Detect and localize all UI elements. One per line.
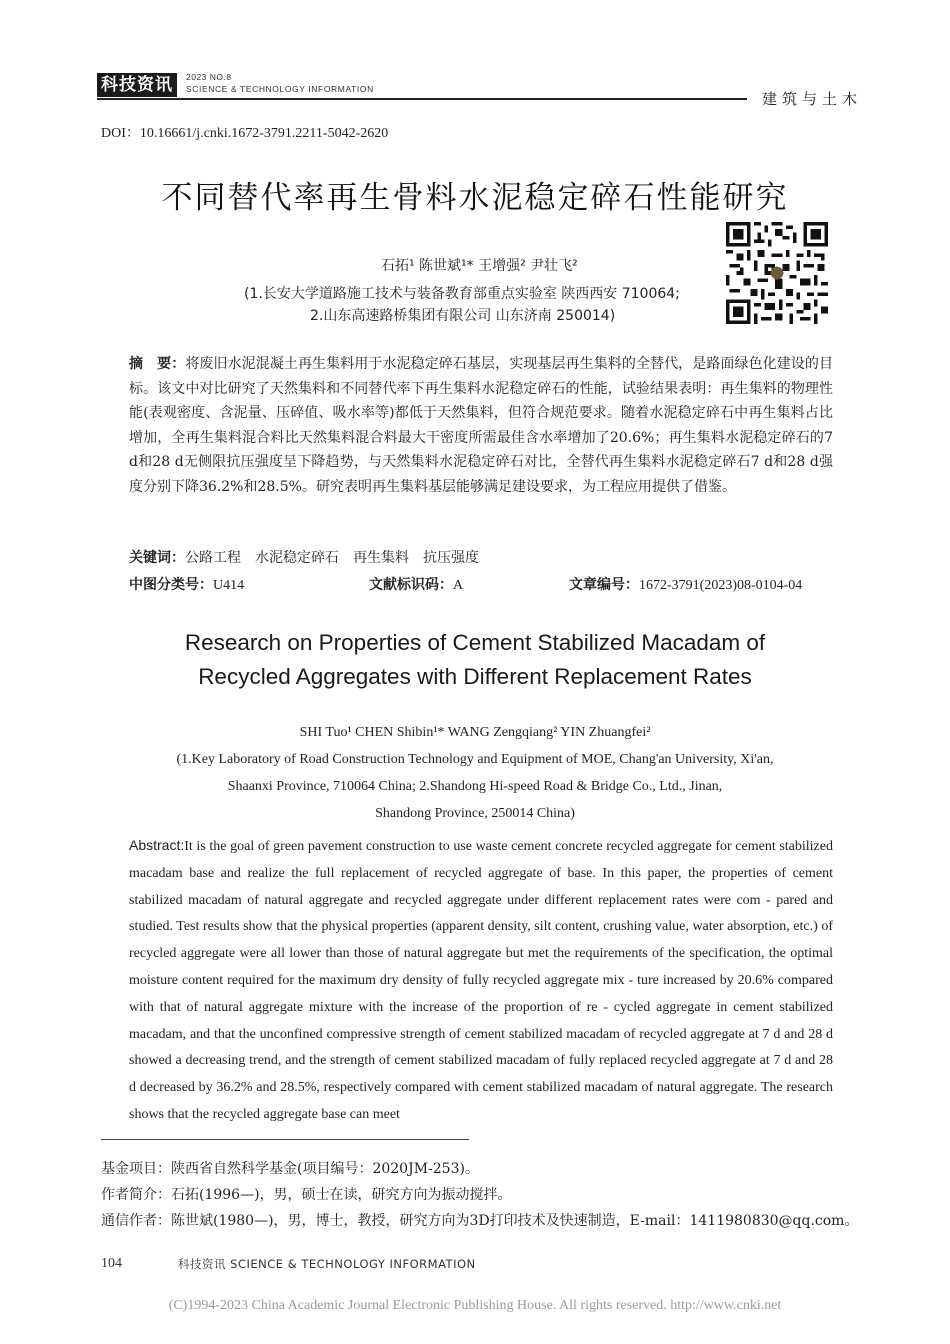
page-number: 104 — [101, 1256, 122, 1271]
classification-row — [129, 574, 829, 596]
paper-title-cn: 不同替代率再生骨料水泥稳定碎石性能研究 — [161, 180, 789, 216]
doi: DOI：10.16661/j.cnki.1672-3791.2211-5042-2620 — [101, 126, 389, 141]
header-rule — [97, 98, 747, 100]
affiliation-en-line: Shaanxi Province, 710064 China; 2.Shandong Hi-speed Road & Bridge Co., Ltd., Jinan, — [227, 779, 723, 794]
abstract-cn-text: 将废旧水泥混凝土再生集料用于水泥稳定碎石基层，实现基层再生集料的全替代，是路面绿色化建设的目标。该文中对比研究了天然集料和不同替代率下再生集料水泥稳定碎石的性能，试验结果表明：再生集料的物理性能(表观密度、含泥量、压碎值、吸水率等)都低于天然集料，但符合规范要求。随着水泥稳定碎石中再生集料占比增加，全再生集料混合料比天然集料混合料最大干密度所需最佳含水率增加了20.6%；再生集料水泥稳定碎石的7 d和28 d无侧限抗压强度呈下降趋势，与天然集料水泥稳定碎石对比，全替代再生集料水泥稳定碎石7 d和28 d强度分别下降36.2%和28.5%。研究表明再生集料基层能够满足建设要求，为工程应用提供了借鉴。 — [129, 356, 833, 495]
footnote-author-bio: 作者简介：石拓(1996—)，男，硕士在读，研究方向为振动搅拌。 — [101, 1187, 512, 1203]
journal-english-name: SCIENCE & TECHNOLOGY INFORMATION — [186, 84, 374, 94]
authors-cn: 石拓¹ 陈世斌¹* 王增强² 尹壮飞² — [381, 258, 578, 274]
keywords-cn — [129, 547, 479, 567]
footnote-funding: 基金项目：陕西省自然科学基金(项目编号：2020JM-253)。 — [101, 1161, 479, 1177]
footnote-rule — [101, 1139, 469, 1140]
paper-title-en — [0, 626, 950, 694]
section-label: 建筑与土木 — [762, 90, 863, 108]
abstract-cn-label: 摘 要： — [129, 356, 186, 372]
affiliation-cn-line: (1.长安大学道路施工技术与装备教育部重点实验室 陕西西安 710064; — [244, 286, 680, 302]
copyright-notice: (C)1994-2023 China Academic Journal Electronic Publishing House. All rights reserved. http://www.cnki.net — [168, 1298, 782, 1313]
paper-title-en-line: Recycled Aggregates with Different Replacement Rates — [198, 664, 752, 689]
keywords-cn-text: 公路工程 水泥稳定碎石 再生集料 抗压强度 — [185, 550, 479, 566]
paper-title-en-line: Research on Properties of Cement Stabilized Macadam of — [184, 630, 766, 655]
abstract-en-label: Abstract: — [129, 837, 185, 853]
authors-en: SHI Tuo¹ CHEN Shibin¹* WANG Zengqiang² YIN Zhuangfei² — [299, 725, 651, 740]
journal-logo: 科技资讯 — [97, 73, 177, 97]
abstract-cn — [129, 352, 833, 500]
abstract-en — [129, 832, 833, 1129]
abstract-en-text: It is the goal of green pavement construction to use waste cement concrete recycled aggregate for cement stabilized macadam base and realize the full replacement of recycled aggregate of base. In this paper, the properties of cement stabilized macadam of natural aggregate and recycled aggregate under different replacement rates were com - pared and studied. Test results show that the physical properties (apparent density, silt content, crushing value, water absorption, etc.) of recycled aggregate were all lower than those of natural aggregate but met the requirements of the specification, the optimal moisture content required for the maximum dry density of fully recycled aggregate mix - ture increased by 20.6% compared with that of natural aggregate mixture with the increase of the proportion of re - cycled aggregate in cement stabilized macadam, and that the unconfined compressive strength of cement stabilized macadam of recycled aggregate at 7 d and 28 d showed a decreasing trend, and the strength of cement stabilized macadam of fully replaced recycled aggregate at 7 d and 28 d decreased by 36.2% and 28.5%, respectively compared with cement stabilized macadam of natural aggregate. The research shows that the recycled aggregate base can meet — [129, 839, 833, 1122]
affiliation-cn-line: 2.山东高速路桥集团有限公司 山东济南 250014) — [310, 308, 616, 324]
clc-number: 中图分类号：U414 — [129, 577, 245, 593]
document-code: 文献标识码：A — [369, 577, 464, 593]
affiliation-en-line: (1.Key Laboratory of Road Construction Technology and Equipment of MOE, Chang'an University, Xi'an, — [176, 752, 774, 767]
qr-code-icon — [726, 222, 828, 324]
journal-issue: 2023 NO.8 — [186, 72, 232, 82]
affiliation-en-line: Shandong Province, 250014 China) — [375, 806, 575, 821]
keywords-cn-label: 关键词： — [129, 550, 185, 566]
footnote-corresponding-author: 通信作者：陈世斌(1980—)，男，博士，教授，研究方向为3D打印技术及快速制造，E-mail：1411980830@qq.com。 — [101, 1213, 859, 1229]
footer-journal-name: 科技资讯 SCIENCE & TECHNOLOGY INFORMATION — [178, 1257, 476, 1271]
article-number: 文章编号：1672-3791(2023)08-0104-04 — [569, 577, 803, 593]
